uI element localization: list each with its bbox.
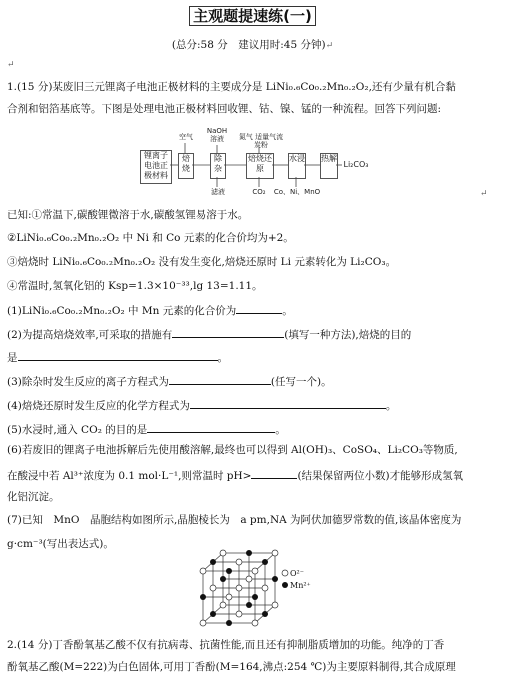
flow-step2-box: 除杂 [210, 153, 226, 179]
process-flow-diagram [140, 127, 370, 203]
q1-part-2-text-c: 是 [7, 352, 18, 364]
answer-blank-6[interactable] [251, 467, 297, 479]
flow-step1-box: 焙烧 [178, 153, 194, 179]
answer-blank-2b[interactable] [18, 349, 218, 361]
flow-step5-box: 热解 [320, 153, 338, 179]
period: 。 [275, 424, 286, 436]
score-time-info [0, 37, 505, 52]
flow-step3-box: 焙烧还原 [246, 153, 274, 179]
mno-unit-cell-diagram [195, 549, 305, 629]
q1-known-4: ④常温时,氢氧化铝的 Ksp=1.3×10⁻³³,lg 13=1.11。 [7, 280, 263, 292]
period: 。 [217, 352, 228, 364]
q1-known-3: ③焙烧时 LiNi₀.₆Co₀.₂Mn₀.₂O₂ 没有发生变化,焙烧还原时 Li 元素转化为 Li₂CO₃。 [7, 256, 397, 268]
q1-part-3 [7, 373, 332, 389]
q2-line-2: 酚氧基乙酸(M=222)为白色固体,可用丁香酚(M=164,沸点:254 ℃)为主要原料制得,其合成原理 [7, 661, 456, 673]
answer-blank-2a[interactable] [172, 326, 284, 338]
q1-part-6-text-b2: (结果保留两位小数)才能够形成氢氧 [297, 470, 464, 482]
q1-part-2-line-1 [7, 326, 411, 342]
flow-step1-input: 空气 [179, 133, 193, 141]
q1-part-6-line-2 [7, 467, 463, 483]
q1-part-1-text: (1)LiNi₀.₆Co₀.₂Mn₀.₂O₂ 中 Mn 元素的化合价为 [7, 305, 237, 317]
q2-line-1: 2.(14 分)丁香酚氧基乙酸不仅有抗病毒、抗菌性能,而且还有抑制脂质增加的功能。纯净的丁香 [7, 639, 445, 651]
paragraph-mark: ↵ [325, 41, 334, 51]
page-title [0, 6, 505, 26]
answer-blank-5[interactable] [147, 421, 275, 433]
q1-part-1 [7, 302, 293, 318]
q1-part-6-line-1: (6)若废旧的锂离子电池拆解后先使用酸溶解,最终也可以得到 Al(OH)₃、CoSO₄、Li₂CO₃等物质, [7, 444, 458, 456]
q1-part-2-line-2 [7, 349, 228, 365]
legend-oxide: O²⁻ [290, 569, 304, 578]
period: 。 [282, 305, 293, 317]
q1-part-2-text-b: (填写一种方法),焙烧的目的 [284, 329, 412, 341]
q1-part-4 [7, 397, 396, 413]
q1-part-7-line-1: (7)已知 MnO 晶胞结构如图所示,晶胞棱长为 a pm,NA 为阿伏加德罗常数的值,该晶体密度为 [7, 514, 462, 526]
q1-intro-line-1: 1.(15 分)某废旧三元锂离子电池正极材料的主要成分是 LiNi₀.₆Co₀.₂Mn₀.₂O₂,还有少量有机合黏 [7, 81, 456, 93]
q1-part-5-text: (5)水浸时,通入 CO₂ 的目的是 [7, 424, 148, 436]
legend-manganese: Mn²⁺ [290, 581, 311, 590]
answer-blank-3[interactable] [169, 373, 271, 385]
q1-part-3-text-b: (任写一个)。 [270, 376, 332, 388]
flow-step4-output: Co、Ni、MnO [273, 188, 321, 196]
paragraph-mark: ↵ [480, 189, 488, 199]
title-box: 主观题提速练(一) [189, 6, 316, 26]
answer-blank-4[interactable] [190, 397, 386, 409]
flow-step2-input: NaOH溶液 [206, 127, 228, 143]
q1-known-1: 已知:①常温下,碳酸锂微溶于水,碳酸氢锂易溶于水。 [7, 209, 249, 221]
flow-step3-output: CO₂ [252, 188, 266, 196]
q1-part-5 [7, 421, 286, 437]
q1-known-2: ②LiNi₀.₆Co₀.₂Mn₀.₂O₂ 中 Ni 和 Co 元素的化合价均为+2。 [7, 232, 294, 244]
answer-blank-1[interactable] [236, 302, 282, 314]
flow-step4-box: 水浸 [288, 153, 306, 179]
q1-intro-line-2: 合剂和铝箔基底等。下图是处理电池正极材料回收锂、钴、镍、锰的一种流程。回答下列问题: [7, 103, 442, 115]
paragraph-mark: ↵ [7, 60, 15, 70]
flow-step2-output: 滤液 [211, 188, 225, 196]
flow-step3-input: 氮气 适量气流 炭粉 [238, 133, 284, 149]
period: 。 [385, 400, 397, 412]
flow-product: Li₂CO₃ [343, 160, 369, 169]
q1-part-2-text-a: (2)为提高焙烧效率,可采取的措施有 [7, 329, 173, 341]
flow-arrows [140, 133, 370, 203]
q1-part-3-text-a: (3)除杂时发生反应的离子方程式为 [7, 376, 169, 388]
meta-text: (总分:58 分 建议用时:45 分钟) [171, 39, 326, 51]
flow-start-box: 锂离子电池正极材料 [140, 150, 172, 184]
q1-part-4-text: (4)焙烧还原时发生反应的化学方程式为 [7, 400, 190, 412]
q1-part-7-line-2: g·cm⁻³(写出表达式)。 [7, 538, 114, 550]
q1-part-6-line-3: 化铝沉淀。 [7, 491, 60, 503]
q1-part-6-text-b1: 在酸浸中若 Al³⁺浓度为 0.1 mol·L⁻¹,则常温时 pH> [7, 470, 252, 482]
